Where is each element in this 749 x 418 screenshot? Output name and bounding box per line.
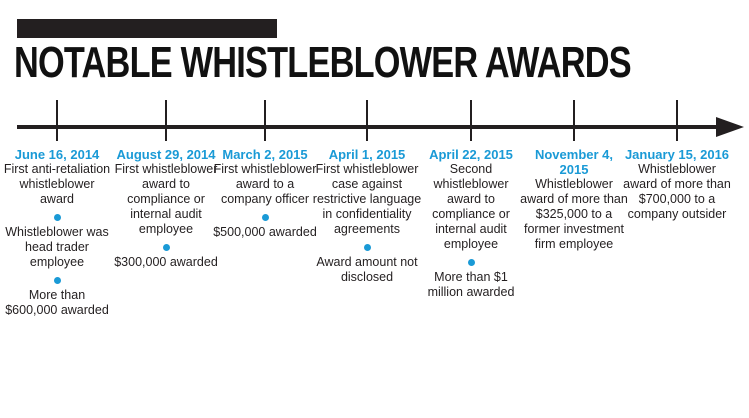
- event-description: More than $600,000 awarded: [5, 288, 109, 317]
- timeline-event: [416, 147, 526, 300]
- event-description: First whistleblower award to compliance or internal audit employee: [114, 162, 218, 236]
- event-date: June 16, 2014: [14, 147, 100, 162]
- event-description: More than $1 million awarded: [427, 270, 515, 299]
- bullet-dot-icon: [262, 214, 269, 221]
- event-date: August 29, 2014: [116, 147, 216, 162]
- bullet-dot-icon: [163, 244, 170, 251]
- event-date: November 4, 2015: [534, 147, 614, 177]
- event-date: March 2, 2015: [222, 147, 308, 162]
- event-description: Second whistleblower award to compliance or internal audit employee: [432, 162, 510, 251]
- timeline-event: [519, 147, 629, 252]
- page-title: NOTABLE WHISTLEBLOWER AWARDS: [14, 38, 631, 87]
- bullet-dot-icon: [54, 214, 61, 221]
- event-date: January 15, 2016: [624, 147, 730, 162]
- event-description: First anti-retaliation whistleblower award: [3, 162, 111, 206]
- timeline-arrowhead: [716, 117, 744, 137]
- bullet-dot-icon: [468, 259, 475, 266]
- timeline-event: [210, 147, 320, 240]
- event-description: First whistleblower award to a company officer: [213, 162, 317, 206]
- timeline-event: [312, 147, 422, 285]
- event-description: Whistleblower award of more than $325,000 to a former investment firm employee: [520, 177, 628, 251]
- event-description: Whistleblower was head trader employee: [5, 225, 109, 269]
- event-date: April 22, 2015: [429, 147, 513, 162]
- event-description: $300,000 awarded: [114, 255, 218, 269]
- bullet-dot-icon: [364, 244, 371, 251]
- event-description: Whistleblower award of more than $700,000 to a company outsider: [623, 162, 731, 221]
- timeline-event: [111, 147, 221, 270]
- event-description: First whistleblower case against restrictive language in confidentiality agreements: [312, 162, 422, 236]
- timeline-event: [622, 147, 732, 222]
- timeline-event: [2, 147, 112, 318]
- bullet-dot-icon: [54, 277, 61, 284]
- event-description: $500,000 awarded: [213, 225, 317, 239]
- event-description: Award amount not disclosed: [316, 255, 418, 284]
- event-date: April 1, 2015: [328, 147, 406, 162]
